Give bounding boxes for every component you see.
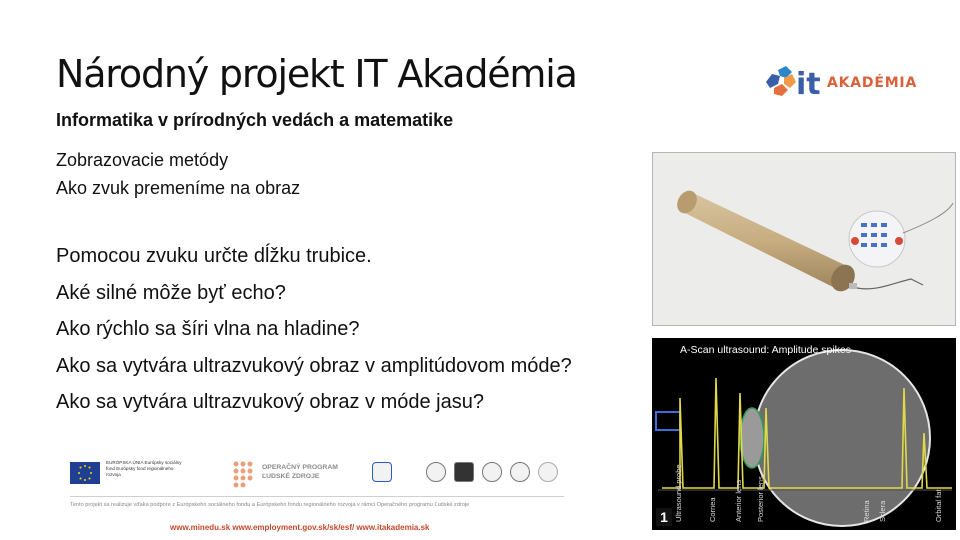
tu-logo-icon xyxy=(454,462,474,482)
footer-links[interactable]: www.minedu.sk www.employment.gov.sk/sk/esf/ www.itakademia.sk xyxy=(170,523,430,532)
topic-block xyxy=(56,146,300,202)
op-dots-icon xyxy=(232,460,258,488)
ascan-label-posterior-lens: Posterior lens xyxy=(756,476,765,522)
question-item: Ako sa vytvára ultrazvukový obraz v móde jasu? xyxy=(56,391,484,413)
university-seal-icon xyxy=(426,462,446,482)
ascan-graphic xyxy=(652,338,956,530)
topic-line: Ako zvuk premeníme na obraz xyxy=(56,178,301,198)
ministry-emblem-icon xyxy=(372,462,392,482)
footer-divider xyxy=(70,496,564,497)
ascan-label-anterior-lens: Anterior lens xyxy=(734,479,743,522)
tube-illustration xyxy=(653,153,956,326)
eu-flag-icon xyxy=(70,462,100,484)
question-list xyxy=(56,238,572,421)
university-seal-icon xyxy=(510,462,530,482)
ascan-label-cornea: Cornea xyxy=(708,497,717,522)
ascan-label-sclera: Sclera xyxy=(878,500,887,522)
op-line: ĽUDSKÉ ZDROJE xyxy=(262,473,320,480)
eu-funding-text: EURÓPSKA ÚNIA Európsky sociálny fond Európsky fond regionálneho rozvoja xyxy=(106,460,182,477)
ascan-label-orbital-fat: Orbital fat xyxy=(934,489,943,522)
question-item: Ako rýchlo sa šíri vlna na hladine? xyxy=(56,318,360,340)
ascan-label-retina: Retina xyxy=(862,500,871,522)
svg-text:it: it xyxy=(796,67,821,102)
question-item: Ako sa vytvára ultrazvukový obraz v amplitúdovom móde? xyxy=(56,354,572,377)
slide-subtitle: Informatika v prírodných vedách a matematike xyxy=(56,110,454,130)
op-program-text xyxy=(262,463,338,481)
it-akademia-logo xyxy=(760,62,920,102)
ascan-panel-number: 1 xyxy=(656,508,672,526)
ascan-title: A-Scan ultrasound: Amplitude spikes xyxy=(680,344,852,356)
ascan-ultrasound-image xyxy=(652,338,956,530)
funding-footer xyxy=(64,450,564,536)
footer-disclaimer: Tento projekt sa realizuje vďaka podpore z Európskeho sociálneho fondu a Európskeho fondu regionálneho rozvoja v rámci Operačného programu Ľudské zdroje xyxy=(70,502,470,508)
university-seal-icon xyxy=(482,462,502,482)
umb-logo-icon xyxy=(538,462,558,482)
logo-wordmark: AKADÉMIA xyxy=(827,75,918,91)
topic-line: Zobrazovacie metódy xyxy=(56,150,229,170)
op-line: OPERAČNÝ PROGRAM xyxy=(262,464,338,471)
question-item: Pomocou zvuku určte dĺžku trubice. xyxy=(56,245,372,267)
ascan-label-probe: Ultrasound probe xyxy=(674,464,683,522)
tube-experiment-photo xyxy=(652,152,956,326)
slide-title: Národný projekt IT Akadémia xyxy=(56,52,577,96)
question-item: Aké silné môže byť echo? xyxy=(56,281,286,304)
